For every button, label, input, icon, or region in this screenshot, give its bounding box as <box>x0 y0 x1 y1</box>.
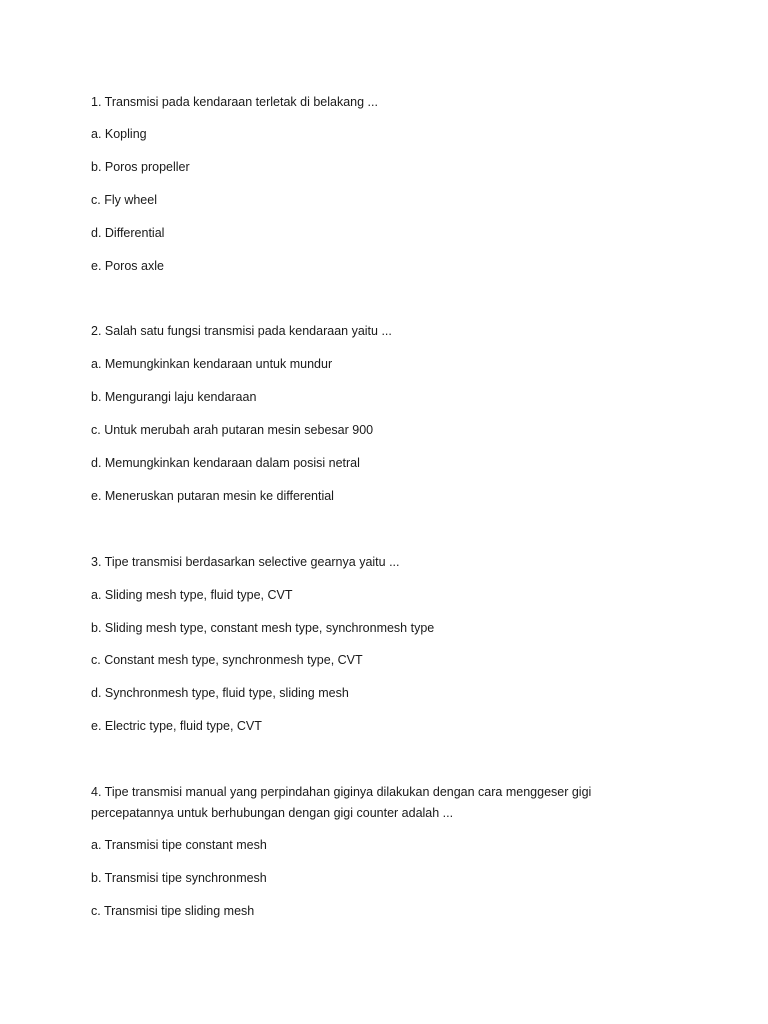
question-2-option-c: c. Untuk merubah arah putaran mesin sebesar 900 <box>91 423 374 437</box>
question-2-option-d: d. Memungkinkan kendaraan dalam posisi netral <box>91 456 360 470</box>
question-1-option-c: c. Fly wheel <box>91 193 157 207</box>
question-1-stem: 1. Transmisi pada kendaraan terletak di belakang ... <box>91 95 378 109</box>
question-1-option-e: e. Poros axle <box>91 259 164 273</box>
question-2-option-e: e. Meneruskan putaran mesin ke differential <box>91 489 334 503</box>
question-4-stem-line1: 4. Tipe transmisi manual yang perpindahan giginya dilakukan dengan cara menggeser gigi <box>91 785 592 799</box>
question-1-option-a: a. Kopling <box>91 127 147 141</box>
question-4-stem-line2: percepatannya untuk berhubungan dengan gigi counter adalah ... <box>91 806 454 820</box>
question-3-option-c: c. Constant mesh type, synchronmesh type, CVT <box>91 653 363 667</box>
question-4-option-b: b. Transmisi tipe synchronmesh <box>91 871 267 885</box>
question-3-option-b: b. Sliding mesh type, constant mesh type, synchronmesh type <box>91 621 435 635</box>
question-1-option-b: b. Poros propeller <box>91 160 190 174</box>
question-2-option-b: b. Mengurangi laju kendaraan <box>91 390 257 404</box>
question-3-option-d: d. Synchronmesh type, fluid type, sliding mesh <box>91 686 349 700</box>
question-2-stem: 2. Salah satu fungsi transmisi pada kendaraan yaitu ... <box>91 324 392 338</box>
question-4-option-a: a. Transmisi tipe constant mesh <box>91 838 267 852</box>
question-1-option-d: d. Differential <box>91 226 165 240</box>
question-3-stem: 3. Tipe transmisi berdasarkan selective gearnya yaitu ... <box>91 555 400 569</box>
question-3-option-a: a. Sliding mesh type, fluid type, CVT <box>91 588 293 602</box>
question-2-option-a: a. Memungkinkan kendaraan untuk mundur <box>91 357 333 371</box>
question-3-option-e: e. Electric type, fluid type, CVT <box>91 719 262 733</box>
question-4-option-c: c. Transmisi tipe sliding mesh <box>91 904 255 918</box>
